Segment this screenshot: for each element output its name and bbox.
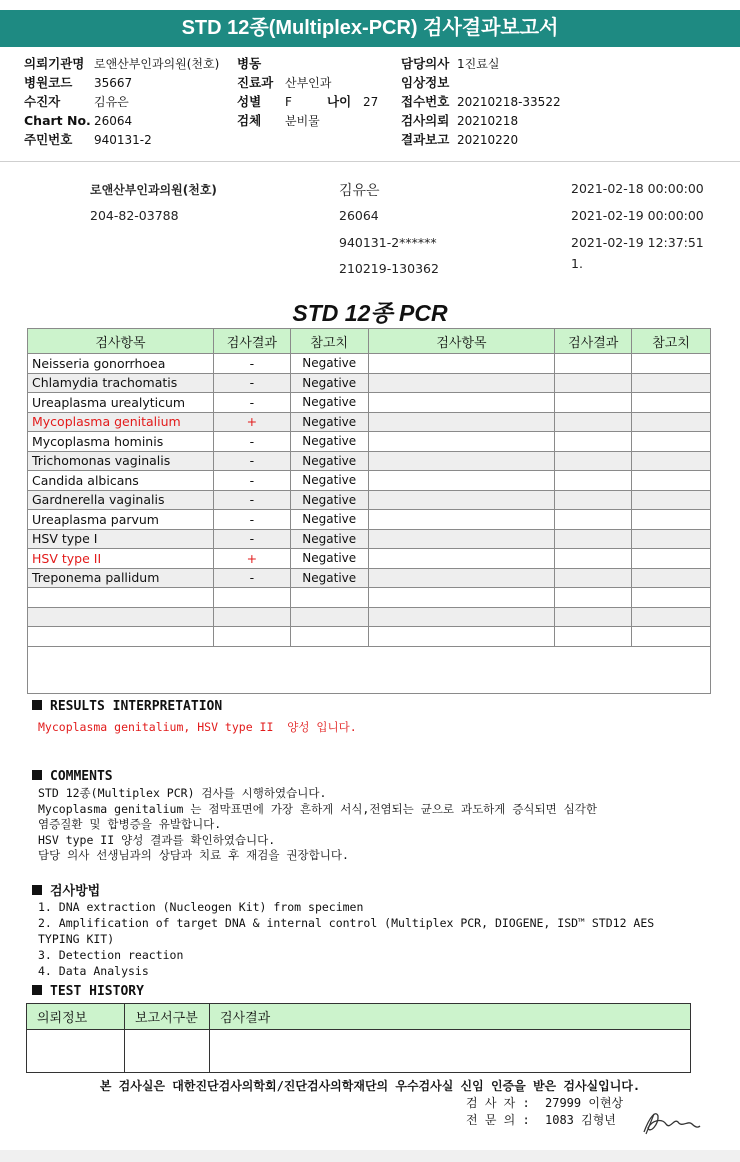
test-reference: Negative bbox=[290, 471, 368, 491]
test-result: - bbox=[213, 568, 290, 588]
comment-line: Mycoplasma genitalium 는 점막표면에 가장 흔하게 서식,전염되는 균으로 과도하게 증식되면 심각한 bbox=[38, 801, 598, 816]
date-received: 2021-02-18 00:00:00 bbox=[571, 181, 704, 196]
comments-title: COMMENTS bbox=[50, 769, 113, 784]
header-field-label: 접수번호 bbox=[401, 94, 450, 109]
test-item-name: Neisseria gonorrhoea bbox=[28, 354, 214, 374]
header-field bbox=[401, 54, 561, 73]
test-history-table bbox=[26, 1003, 691, 1073]
empty-cell bbox=[368, 568, 555, 588]
header-field-value: 로앤산부인과의원(천호) bbox=[94, 57, 220, 71]
empty-cell bbox=[368, 529, 555, 549]
header-field-label: 결과보고 bbox=[401, 132, 450, 147]
test-reference: Negative bbox=[290, 373, 368, 393]
empty-cell bbox=[632, 432, 711, 452]
method-line: 1. DNA extraction (Nucleogen Kit) from specimen bbox=[38, 900, 364, 914]
clinic-name: 로앤산부인과의원(천호) bbox=[90, 183, 217, 197]
header-separator bbox=[0, 161, 740, 162]
square-bullet-icon bbox=[32, 700, 42, 710]
report-subtitle: STD 12종 PCR bbox=[292, 300, 448, 326]
header-field-label: 검사의뢰 bbox=[401, 113, 450, 128]
test-reference bbox=[290, 627, 368, 647]
test-item-name: Mycoplasma genitalium bbox=[28, 412, 214, 432]
test-item-name bbox=[28, 588, 214, 608]
empty-cell bbox=[555, 568, 632, 588]
header-field bbox=[24, 73, 219, 92]
header-field-value: 1진료실 bbox=[457, 57, 500, 71]
header-field-value: 20210218 bbox=[457, 114, 519, 128]
signature-image bbox=[640, 1106, 702, 1138]
empty-cell bbox=[368, 432, 555, 452]
table-row bbox=[28, 471, 711, 491]
test-result bbox=[213, 627, 290, 647]
date-reported: 2021-02-19 12:37:51 bbox=[571, 235, 704, 250]
header-field-label: 임상정보 bbox=[401, 75, 450, 90]
age-value: 27 bbox=[362, 95, 379, 109]
header-field bbox=[401, 130, 561, 149]
history-col-result: 검사결과 bbox=[210, 1004, 691, 1030]
test-result: - bbox=[213, 373, 290, 393]
test-history-heading bbox=[32, 984, 144, 999]
header-field-value: 35667 bbox=[94, 76, 133, 90]
table-row bbox=[28, 510, 711, 530]
empty-cell bbox=[555, 393, 632, 413]
empty-cell bbox=[555, 373, 632, 393]
test-reference: Negative bbox=[290, 510, 368, 530]
report-title-bar: STD 12종(Multiplex-PCR) 검사결과보고서 bbox=[0, 10, 740, 47]
history-col-request: 의뢰정보 bbox=[27, 1004, 125, 1030]
empty-cell bbox=[368, 627, 555, 647]
header-field-value: 26064 bbox=[94, 114, 133, 128]
empty-cell bbox=[632, 568, 711, 588]
history-cell bbox=[27, 1030, 125, 1073]
method-line: TYPING KIT) bbox=[38, 932, 115, 946]
method-line: 4. Data Analysis bbox=[38, 964, 149, 978]
history-cell bbox=[210, 1030, 691, 1073]
test-reference: Negative bbox=[290, 451, 368, 471]
empty-cell bbox=[632, 529, 711, 549]
test-reference bbox=[290, 607, 368, 627]
empty-table-row bbox=[28, 588, 711, 608]
header-field bbox=[24, 92, 219, 111]
test-item-name: Trichomonas vaginalis bbox=[28, 451, 214, 471]
square-bullet-icon bbox=[32, 985, 42, 995]
empty-cell bbox=[632, 412, 711, 432]
test-result: - bbox=[213, 471, 290, 491]
examiner-label: 검 사 자 : bbox=[466, 1096, 530, 1110]
table-row bbox=[28, 490, 711, 510]
square-bullet-icon bbox=[32, 885, 42, 895]
empty-cell bbox=[368, 373, 555, 393]
empty-cell bbox=[368, 588, 555, 608]
header-field bbox=[401, 92, 561, 111]
empty-cell bbox=[368, 354, 555, 374]
empty-cell bbox=[368, 393, 555, 413]
test-result: - bbox=[213, 490, 290, 510]
examiner-name: 27999 이현상 bbox=[545, 1096, 624, 1110]
header-field-label: 의뢰기관명 bbox=[24, 56, 85, 71]
test-reference: Negative bbox=[290, 412, 368, 432]
bottom-bar bbox=[0, 1150, 740, 1162]
test-result: - bbox=[213, 451, 290, 471]
header-field-label: 담당의사 bbox=[401, 56, 450, 71]
table-row bbox=[28, 529, 711, 549]
method-heading bbox=[32, 880, 100, 899]
header-column-2 bbox=[237, 54, 331, 130]
barcode-number: 210219-130362 bbox=[339, 261, 439, 276]
table-footer-row bbox=[28, 646, 711, 693]
comment-line: 담당 의사 선생님과의 상담과 치료 후 재검을 권장합니다. bbox=[38, 848, 349, 862]
age-field bbox=[327, 92, 378, 112]
test-item-name: Candida albicans bbox=[28, 471, 214, 491]
col-header-result-2: 검사결과 bbox=[555, 329, 632, 354]
empty-cell bbox=[368, 412, 555, 432]
header-field-value: 김유은 bbox=[94, 95, 129, 109]
results-interpretation-heading bbox=[32, 699, 222, 714]
test-history-title: TEST HISTORY bbox=[50, 984, 144, 999]
comments-heading bbox=[32, 769, 113, 784]
header-field-value: 분비물 bbox=[285, 114, 320, 128]
method-line: 3. Detection reaction bbox=[38, 948, 184, 962]
empty-cell bbox=[632, 471, 711, 491]
test-item-name bbox=[28, 627, 214, 647]
empty-cell bbox=[632, 627, 711, 647]
empty-table-row bbox=[28, 627, 711, 647]
test-item-name: HSV type II bbox=[28, 549, 214, 569]
header-field-label: 병원코드 bbox=[24, 75, 73, 90]
header-field-label: 진료과 bbox=[237, 75, 274, 90]
header-column-1 bbox=[24, 54, 219, 149]
comment-line: HSV type II 양성 결과를 확인하였습니다. bbox=[38, 832, 276, 847]
empty-cell bbox=[632, 588, 711, 608]
results-table-header bbox=[28, 329, 711, 354]
results-interpretation-text: Mycoplasma genitalium, HSV type II 양성 입니다. bbox=[38, 720, 357, 734]
table-row bbox=[28, 412, 711, 432]
specialist-label: 전 문 의 : bbox=[466, 1113, 530, 1127]
empty-table-row bbox=[28, 607, 711, 627]
empty-cell bbox=[555, 451, 632, 471]
business-number: 204-82-03788 bbox=[90, 208, 179, 223]
table-row bbox=[28, 393, 711, 413]
table-footer-cell bbox=[28, 646, 711, 693]
header-field-value: 20210218-33522 bbox=[457, 95, 561, 109]
table-row bbox=[28, 549, 711, 569]
empty-cell bbox=[555, 549, 632, 569]
header-field-label: 주민번호 bbox=[24, 132, 73, 147]
empty-cell bbox=[368, 607, 555, 627]
empty-cell bbox=[555, 627, 632, 647]
comments-text bbox=[38, 786, 597, 864]
test-item-name bbox=[28, 607, 214, 627]
header-field-value: 940131-2 bbox=[94, 133, 152, 147]
test-reference: Negative bbox=[290, 529, 368, 549]
test-result: - bbox=[213, 393, 290, 413]
header-field bbox=[237, 73, 331, 92]
header-field bbox=[24, 54, 219, 73]
empty-cell bbox=[555, 529, 632, 549]
col-header-test-item-2: 검사항목 bbox=[368, 329, 555, 354]
empty-cell bbox=[555, 432, 632, 452]
empty-cell bbox=[632, 549, 711, 569]
test-item-name: Gardnerella vaginalis bbox=[28, 490, 214, 510]
table-row bbox=[28, 568, 711, 588]
test-reference: Negative bbox=[290, 393, 368, 413]
header-field bbox=[401, 73, 561, 92]
test-reference: Negative bbox=[290, 354, 368, 374]
test-reference: Negative bbox=[290, 490, 368, 510]
test-reference bbox=[290, 588, 368, 608]
id-number: 940131-2****** bbox=[339, 235, 437, 250]
header-field bbox=[24, 130, 219, 149]
col-header-reference-2: 참고치 bbox=[632, 329, 711, 354]
header-field bbox=[24, 111, 219, 130]
empty-cell bbox=[555, 510, 632, 530]
specialist-name: 1083 김형년 bbox=[545, 1113, 616, 1127]
method-title: 검사방법 bbox=[50, 884, 101, 899]
header-field-label: 수진자 bbox=[24, 94, 61, 109]
age-label: 나이 bbox=[327, 94, 352, 109]
test-item-name: Ureaplasma parvum bbox=[28, 510, 214, 530]
empty-cell bbox=[632, 490, 711, 510]
table-row bbox=[28, 451, 711, 471]
empty-cell bbox=[555, 354, 632, 374]
results-table bbox=[27, 328, 711, 694]
square-bullet-icon bbox=[32, 770, 42, 780]
test-item-name: Chlamydia trachomatis bbox=[28, 373, 214, 393]
empty-cell bbox=[555, 588, 632, 608]
date-tested: 2021-02-19 00:00:00 bbox=[571, 208, 704, 223]
empty-cell bbox=[632, 510, 711, 530]
header-field bbox=[237, 111, 331, 130]
method-line: 2. Amplification of target DNA & internal control (Multiplex PCR, DIOGENE, ISD™ STD12 AES bbox=[38, 916, 655, 930]
method-text bbox=[38, 899, 654, 979]
history-col-type: 보고서구분 bbox=[125, 1004, 210, 1030]
col-header-test-item: 검사항목 bbox=[28, 329, 214, 354]
test-item-name: Treponema pallidum bbox=[28, 568, 214, 588]
test-result: - bbox=[213, 432, 290, 452]
test-reference: Negative bbox=[290, 568, 368, 588]
empty-cell bbox=[632, 451, 711, 471]
comment-line: STD 12종(Multiplex PCR) 검사를 시행하였습니다. bbox=[38, 786, 327, 800]
header-field-label: 병동 bbox=[237, 56, 262, 71]
table-row bbox=[28, 432, 711, 452]
empty-cell bbox=[368, 510, 555, 530]
test-result: - bbox=[213, 510, 290, 530]
col-header-reference: 참고치 bbox=[290, 329, 368, 354]
test-result bbox=[213, 607, 290, 627]
results-interpretation-title: RESULTS INTERPRETATION bbox=[50, 699, 223, 714]
test-item-name: Ureaplasma urealyticum bbox=[28, 393, 214, 413]
chart-number: 26064 bbox=[339, 208, 379, 223]
header-field-label: 성별 bbox=[237, 94, 262, 109]
empty-cell bbox=[555, 471, 632, 491]
header-field-value: 20210220 bbox=[457, 133, 519, 147]
certification-text: 본 검사실은 대한진단검사의학회/진단검사의학재단의 우수검사실 신임 인증을 받은 검사실입니다. bbox=[99, 1079, 641, 1093]
empty-cell bbox=[368, 490, 555, 510]
empty-cell bbox=[632, 373, 711, 393]
empty-cell bbox=[555, 412, 632, 432]
empty-cell bbox=[368, 549, 555, 569]
empty-cell bbox=[632, 393, 711, 413]
empty-cell bbox=[555, 607, 632, 627]
empty-cell bbox=[368, 451, 555, 471]
col-header-result: 검사결과 bbox=[213, 329, 290, 354]
test-result: + bbox=[213, 549, 290, 569]
empty-cell bbox=[555, 490, 632, 510]
empty-cell bbox=[632, 607, 711, 627]
header-field-value: F bbox=[285, 95, 292, 109]
test-result bbox=[213, 588, 290, 608]
comment-line: 염증질환 및 합병증을 유발합니다. bbox=[38, 817, 222, 831]
empty-cell bbox=[368, 471, 555, 491]
test-item-name: Mycoplasma hominis bbox=[28, 432, 214, 452]
empty-cell bbox=[632, 354, 711, 374]
test-result: - bbox=[213, 354, 290, 374]
date-reported-cont: 1. bbox=[571, 256, 583, 271]
header-column-3 bbox=[401, 54, 561, 149]
header-field bbox=[237, 54, 331, 73]
test-reference: Negative bbox=[290, 432, 368, 452]
test-reference: Negative bbox=[290, 549, 368, 569]
header-field bbox=[401, 111, 561, 130]
header-field-value: 산부인과 bbox=[285, 76, 332, 90]
test-result: - bbox=[213, 529, 290, 549]
table-row bbox=[28, 373, 711, 393]
header-field-label: Chart No. bbox=[24, 113, 91, 128]
header-field-label: 검체 bbox=[237, 113, 262, 128]
table-row bbox=[28, 354, 711, 374]
patient-name: 김유은 bbox=[339, 183, 380, 199]
test-result: + bbox=[213, 412, 290, 432]
history-cell bbox=[125, 1030, 210, 1073]
test-item-name: HSV type I bbox=[28, 529, 214, 549]
header-field bbox=[237, 92, 331, 111]
